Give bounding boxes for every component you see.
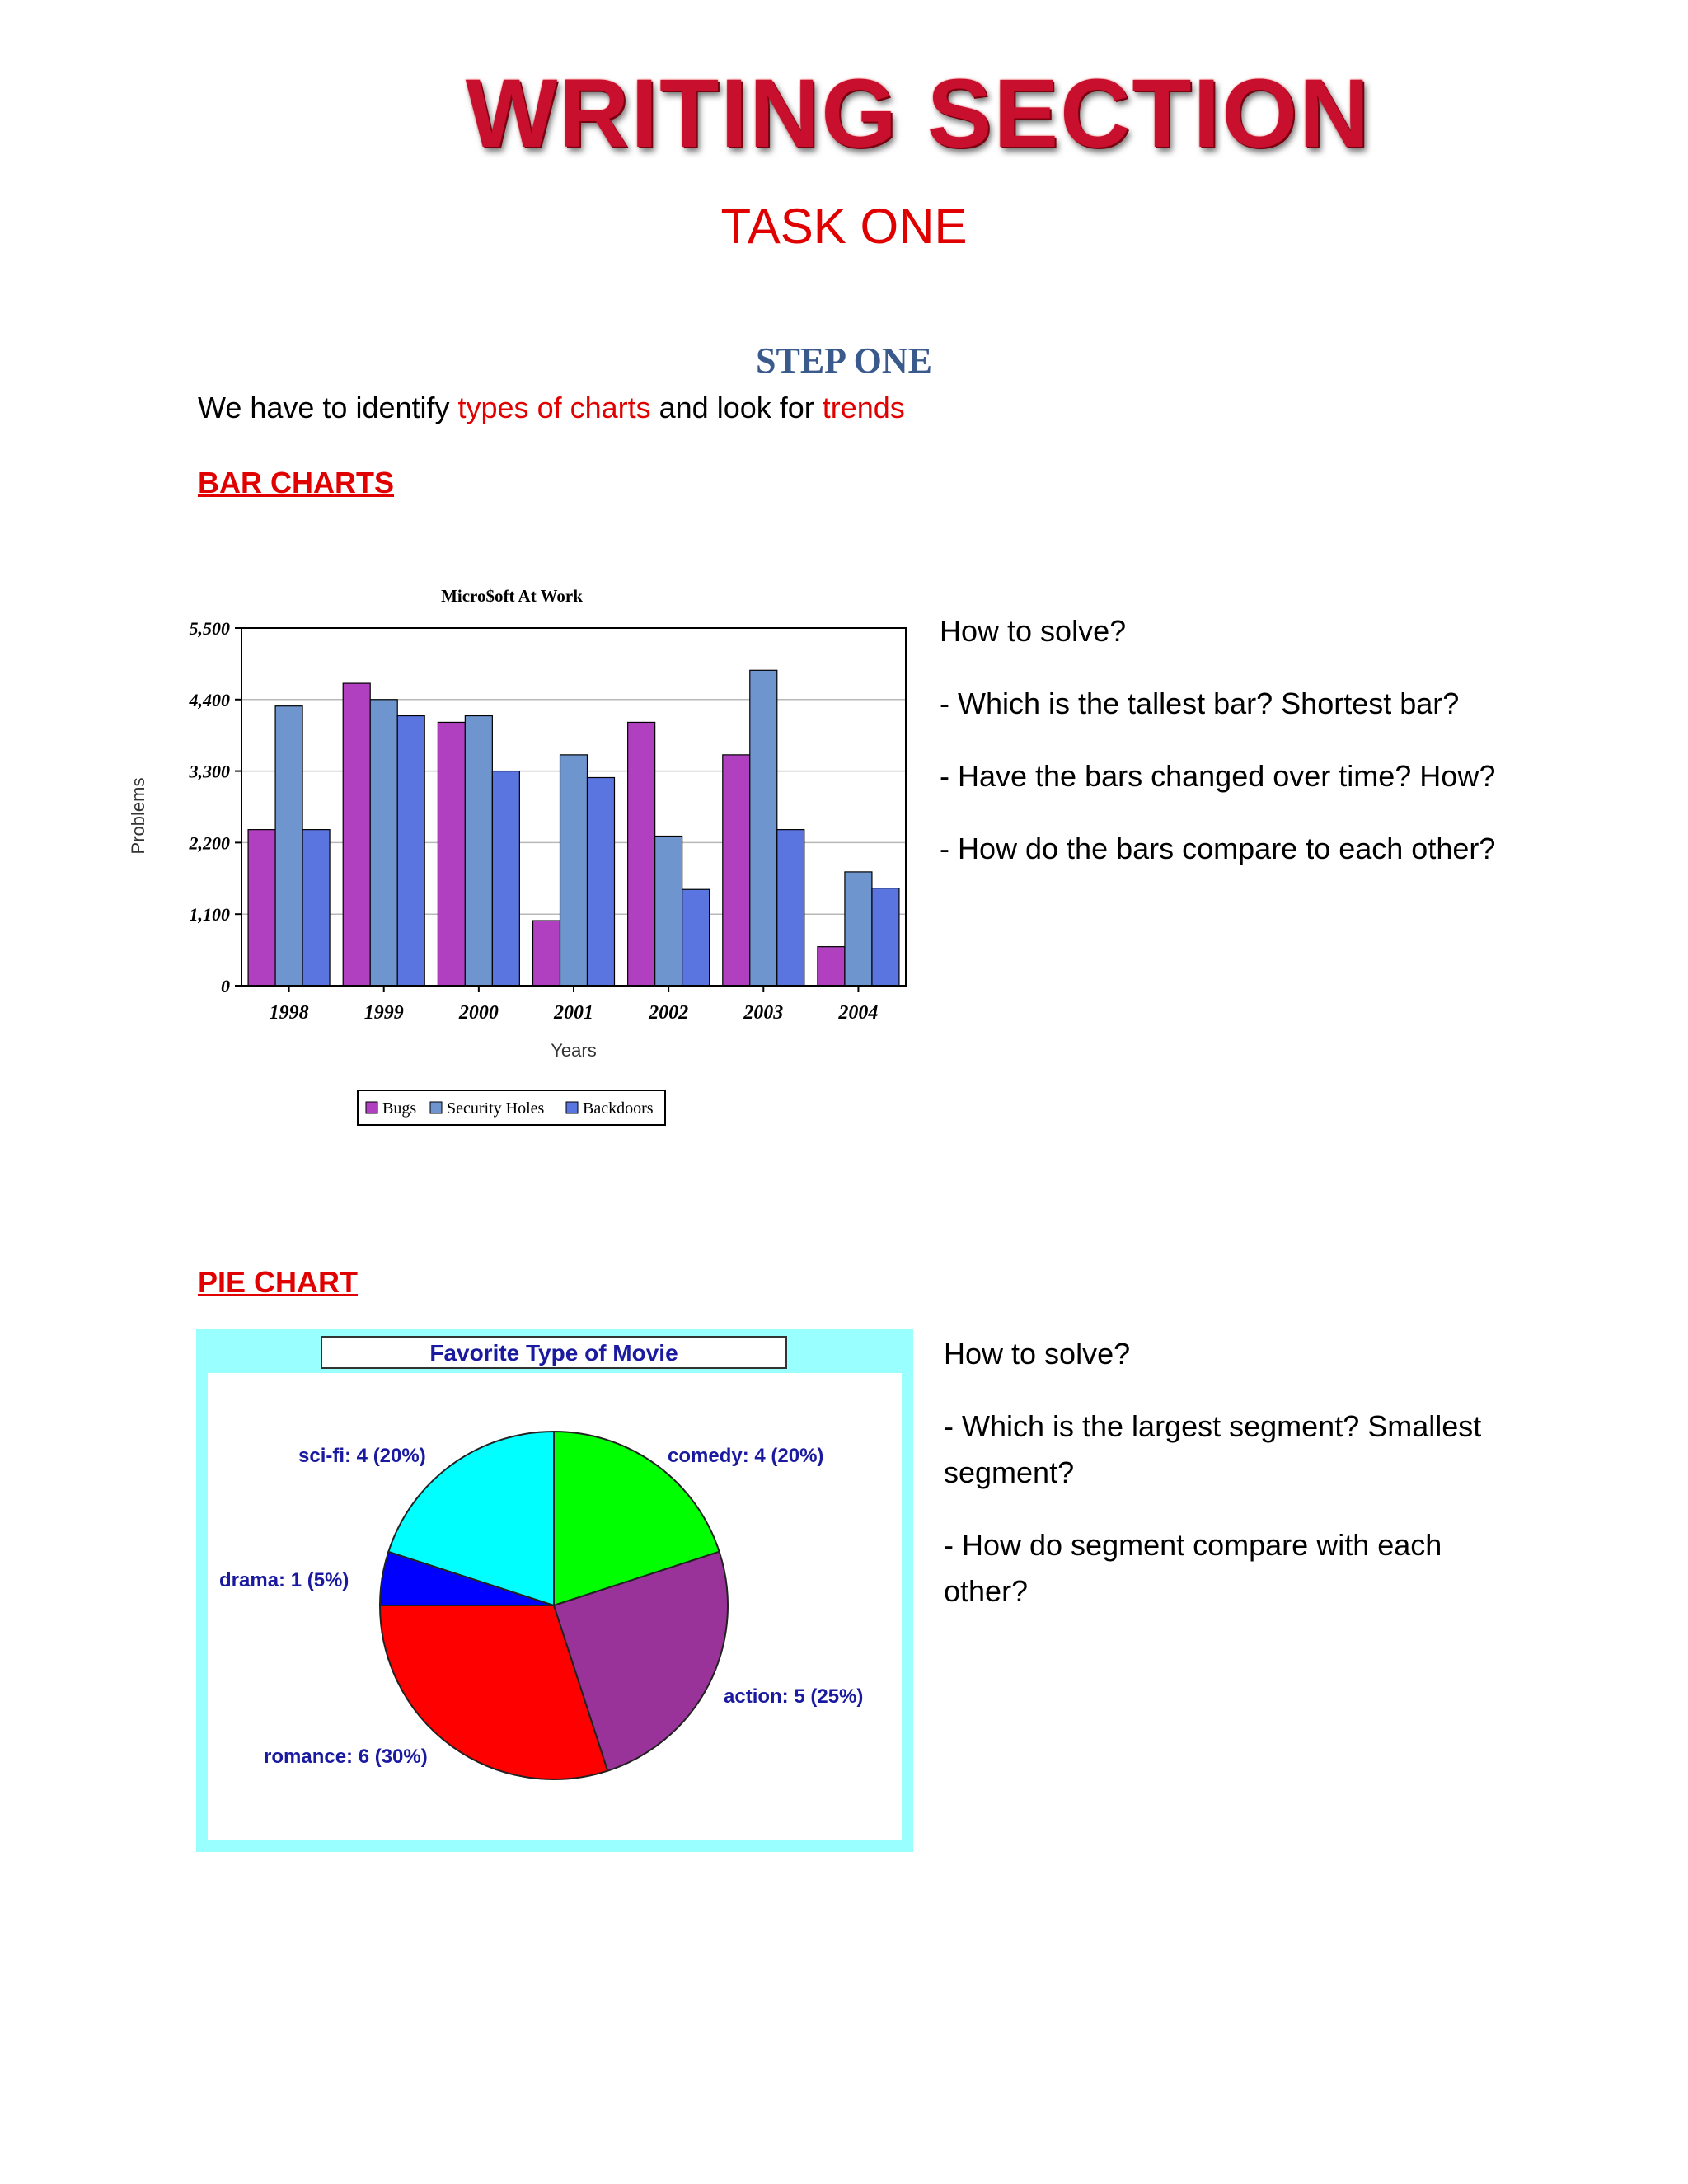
bar-chart-y-axis-label: Problems — [128, 777, 148, 855]
intro-highlight-trends: trends — [822, 391, 905, 424]
pie-question: - Which is the largest segment? Smallest segment? — [944, 1409, 1482, 1489]
bar-x-tick-label: 1998 — [269, 1002, 309, 1024]
bar-bugs — [533, 921, 560, 986]
bar-legend-label: Bugs — [382, 1099, 417, 1118]
bar-backdoors — [397, 716, 424, 986]
bar-x-tick-label: 2004 — [838, 1002, 879, 1024]
bar-y-tick-label: 3,300 — [189, 761, 230, 782]
pie-slice-label: comedy: 4 (20%) — [668, 1445, 824, 1467]
pie-question: How to solve? — [944, 1337, 1131, 1371]
bar-legend-label: Backdoors — [583, 1099, 654, 1118]
bar-chart-y-tick-labels — [189, 618, 242, 996]
pie-chart-title: Favorite Type of Movie — [429, 1340, 678, 1366]
bar-chart-questions — [940, 608, 1517, 898]
bar-backdoors — [588, 777, 615, 986]
intro-text-1: We have to identify — [198, 391, 458, 424]
bar-bugs — [723, 755, 750, 986]
pie-slice-label: romance: 6 (30%) — [264, 1746, 428, 1768]
pie-chart — [196, 1329, 913, 1852]
bar-security-holes — [655, 837, 682, 986]
bar-x-tick-label: 2003 — [743, 1002, 784, 1024]
bar-chart — [115, 577, 923, 1154]
bar-bugs — [818, 947, 845, 986]
bar-legend-label: Security Holes — [447, 1099, 545, 1118]
bar-charts-heading: BAR CHARTS — [198, 466, 394, 499]
bar-backdoors — [777, 830, 804, 986]
step-title: STEP ONE — [756, 340, 932, 381]
bar-backdoors — [492, 771, 519, 986]
bar-x-tick-label: 2002 — [649, 1002, 689, 1024]
bar-bugs — [248, 830, 275, 986]
bar-security-holes — [275, 706, 302, 986]
pie-chart-heading: PIE CHART — [198, 1265, 359, 1299]
bar-x-tick-label: 2001 — [554, 1002, 593, 1024]
bar-security-holes — [845, 872, 872, 986]
bar-question: - Which is the tallest bar? Shortest bar? — [940, 687, 1460, 720]
bar-chart-title: Micro$oft At Work — [441, 586, 583, 606]
bar-security-holes — [560, 755, 588, 986]
task-title: TASK ONE — [720, 199, 968, 254]
pie-slice-label: action: 5 (25%) — [724, 1685, 864, 1708]
pie-chart-questions — [944, 1331, 1521, 1641]
pie-slice-label: drama: 1 (5%) — [219, 1569, 349, 1591]
bar-legend-swatch — [566, 1102, 578, 1113]
bar-chart-x-axis-label: Years — [551, 1040, 597, 1061]
bar-x-tick-label: 2000 — [458, 1002, 499, 1024]
intro-text-2: and look for — [650, 391, 823, 424]
pie-slice-label: sci-fi: 4 (20%) — [298, 1445, 426, 1467]
intro-highlight-chart-types: types of charts — [457, 391, 651, 424]
bar-x-tick-label: 1999 — [363, 1002, 404, 1024]
bar-legend-swatch — [430, 1102, 442, 1113]
bar-question: - How do the bars compare to each other? — [940, 832, 1496, 865]
page-banner-title: WRITING SECTION — [465, 59, 1372, 168]
bar-bugs — [438, 722, 465, 986]
bar-bugs — [343, 683, 370, 986]
bar-security-holes — [465, 716, 492, 986]
bar-backdoors — [302, 830, 330, 986]
bar-question: - Have the bars changed over time? How? — [940, 759, 1496, 793]
bar-backdoors — [872, 888, 899, 986]
bar-y-tick-label: 0 — [221, 976, 230, 996]
bar-y-tick-label: 1,100 — [189, 904, 230, 926]
bar-question: How to solve? — [940, 614, 1127, 648]
bar-security-holes — [370, 700, 397, 986]
bar-bugs — [628, 722, 655, 986]
bar-chart-bars — [248, 670, 899, 986]
bar-backdoors — [682, 889, 710, 986]
bar-chart-legend — [358, 1090, 665, 1125]
bar-security-holes — [750, 670, 777, 986]
pie-question: - How do segment compare with each other? — [944, 1528, 1442, 1608]
pie-chart-slices — [380, 1432, 728, 1779]
intro-sentence — [198, 391, 905, 425]
bar-legend-swatch — [366, 1102, 377, 1113]
bar-y-tick-label: 2,200 — [189, 832, 230, 854]
bar-y-tick-label: 4,400 — [189, 689, 230, 710]
bar-chart-x-tick-labels — [270, 986, 879, 1024]
bar-y-tick-label: 5,500 — [189, 618, 230, 639]
